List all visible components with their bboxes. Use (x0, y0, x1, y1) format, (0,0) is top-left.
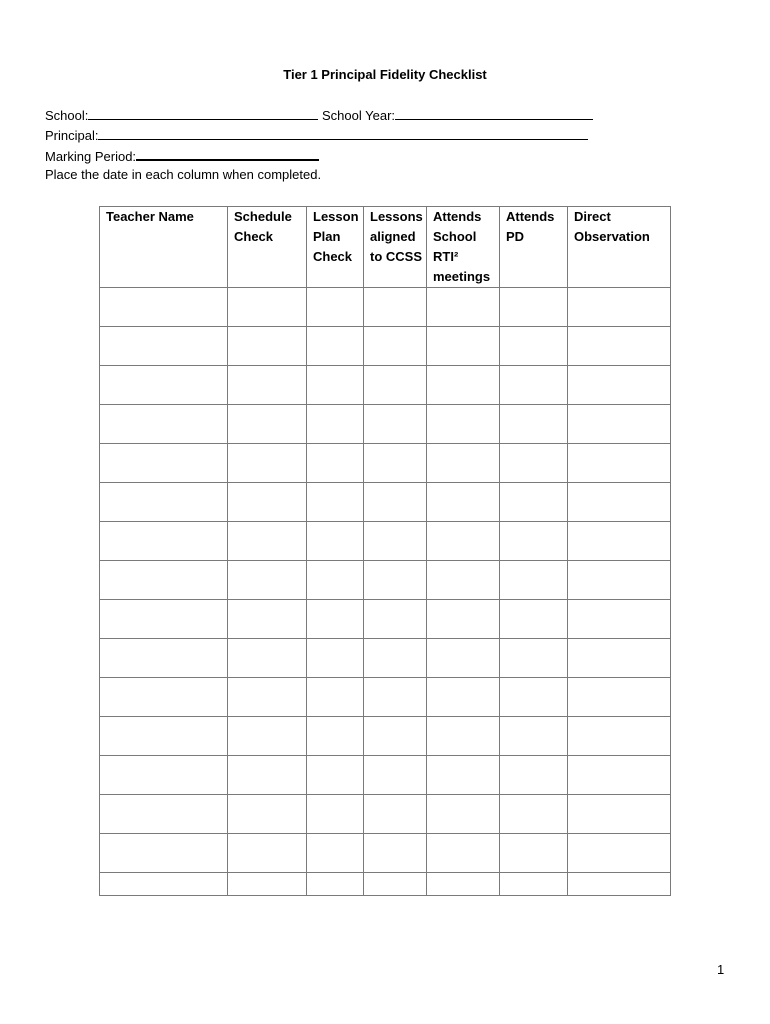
table-cell[interactable] (500, 405, 568, 444)
marking-period-field[interactable] (136, 147, 319, 161)
table-cell[interactable] (568, 873, 671, 896)
table-cell[interactable] (228, 678, 307, 717)
table-cell[interactable] (500, 873, 568, 896)
table-cell[interactable] (307, 600, 364, 639)
instruction-text: Place the date in each column when completed. (45, 167, 322, 182)
table-row (100, 366, 671, 405)
table-cell[interactable] (100, 795, 228, 834)
table-cell[interactable] (100, 366, 228, 405)
table-cell[interactable] (364, 834, 427, 873)
table-cell[interactable] (364, 522, 427, 561)
school-field[interactable] (88, 107, 318, 120)
table-cell[interactable] (307, 834, 364, 873)
table-cell[interactable] (568, 678, 671, 717)
table-cell[interactable] (568, 561, 671, 600)
table-cell[interactable] (568, 756, 671, 795)
school-year-label: School Year: (322, 108, 396, 123)
table-cell[interactable] (364, 561, 427, 600)
table-cell[interactable] (500, 288, 568, 327)
table-cell[interactable] (568, 444, 671, 483)
school-year-field[interactable] (395, 107, 593, 120)
table-cell[interactable] (307, 366, 364, 405)
table-cell[interactable] (568, 834, 671, 873)
principal-label: Principal: (45, 128, 99, 143)
table-cell[interactable] (228, 405, 307, 444)
table-cell[interactable] (307, 561, 364, 600)
table-row (100, 444, 671, 483)
table-cell[interactable] (568, 639, 671, 678)
table-cell[interactable] (100, 639, 228, 678)
principal-line (45, 127, 588, 144)
table-cell[interactable] (500, 756, 568, 795)
table-cell[interactable] (307, 795, 364, 834)
table-cell[interactable] (364, 756, 427, 795)
table-cell[interactable] (100, 834, 228, 873)
table-cell[interactable] (500, 444, 568, 483)
table-cell[interactable] (100, 522, 228, 561)
table-cell[interactable] (500, 678, 568, 717)
table-cell[interactable] (228, 522, 307, 561)
school-label: School: (45, 108, 89, 123)
table-cell[interactable] (500, 717, 568, 756)
table-cell[interactable] (307, 639, 364, 678)
table-cell[interactable] (568, 522, 671, 561)
table-cell[interactable] (427, 483, 500, 522)
table-cell[interactable] (364, 678, 427, 717)
header-attends-rti-meetings: Attends School RTI² meetings (427, 207, 500, 288)
table-cell[interactable] (500, 600, 568, 639)
table-cell[interactable] (228, 795, 307, 834)
table-cell[interactable] (500, 483, 568, 522)
table-cell[interactable] (307, 717, 364, 756)
table-cell[interactable] (568, 405, 671, 444)
table-cell[interactable] (100, 405, 228, 444)
table-row (100, 405, 671, 444)
table-row (100, 834, 671, 873)
table-cell[interactable] (100, 327, 228, 366)
table-cell[interactable] (427, 366, 500, 405)
table-cell[interactable] (500, 795, 568, 834)
table-cell[interactable] (568, 795, 671, 834)
table-cell[interactable] (307, 288, 364, 327)
table-row (100, 873, 671, 896)
table-cell[interactable] (307, 522, 364, 561)
table-cell[interactable] (364, 483, 427, 522)
table-cell[interactable] (427, 405, 500, 444)
table-cell[interactable] (307, 327, 364, 366)
table-cell[interactable] (228, 483, 307, 522)
table-cell[interactable] (427, 795, 500, 834)
header-lesson-plan-check: Lesson Plan Check (307, 207, 364, 288)
school-line (45, 107, 593, 124)
marking-period-line (45, 147, 319, 165)
principal-field[interactable] (98, 127, 588, 140)
header-row (100, 207, 671, 288)
table-cell[interactable] (100, 288, 228, 327)
table-cell[interactable] (500, 834, 568, 873)
table-cell[interactable] (364, 795, 427, 834)
table-cell[interactable] (307, 873, 364, 896)
table-cell[interactable] (427, 639, 500, 678)
table-cell[interactable] (500, 561, 568, 600)
table-row (100, 561, 671, 600)
table-cell[interactable] (307, 756, 364, 795)
table-cell[interactable] (500, 639, 568, 678)
table-cell[interactable] (427, 522, 500, 561)
table-cell[interactable] (427, 678, 500, 717)
table-cell[interactable] (427, 327, 500, 366)
table-cell[interactable] (307, 405, 364, 444)
table-cell[interactable] (307, 678, 364, 717)
table-cell[interactable] (364, 600, 427, 639)
table-cell[interactable] (427, 288, 500, 327)
table-cell[interactable] (364, 717, 427, 756)
table-cell[interactable] (568, 288, 671, 327)
table-row (100, 795, 671, 834)
table-row (100, 717, 671, 756)
table-row (100, 600, 671, 639)
table-cell[interactable] (364, 405, 427, 444)
table-cell[interactable] (568, 327, 671, 366)
table-cell[interactable] (364, 639, 427, 678)
table-cell[interactable] (228, 366, 307, 405)
table-cell[interactable] (100, 444, 228, 483)
header-teacher-name: Teacher Name (100, 207, 228, 288)
table-cell[interactable] (427, 600, 500, 639)
table-cell[interactable] (228, 444, 307, 483)
table-row (100, 288, 671, 327)
table-cell[interactable] (100, 873, 228, 896)
table-cell[interactable] (100, 756, 228, 795)
table-row (100, 483, 671, 522)
marking-period-label: Marking Period: (45, 149, 137, 164)
table-cell[interactable] (307, 483, 364, 522)
table-cell[interactable] (427, 873, 500, 896)
table-cell[interactable] (100, 561, 228, 600)
table-cell[interactable] (500, 366, 568, 405)
table-cell[interactable] (228, 873, 307, 896)
header-direct-observation: Direct Observation (568, 207, 671, 288)
table-cell[interactable] (100, 600, 228, 639)
table-row (100, 327, 671, 366)
table-cell[interactable] (228, 639, 307, 678)
table-cell[interactable] (427, 561, 500, 600)
table-row (100, 522, 671, 561)
table-cell[interactable] (568, 717, 671, 756)
page-number: 1 (717, 962, 725, 977)
header-attends-pd: Attends PD (500, 207, 568, 288)
table-cell[interactable] (100, 717, 228, 756)
table-cell[interactable] (228, 288, 307, 327)
table-cell[interactable] (100, 678, 228, 717)
table-cell[interactable] (100, 483, 228, 522)
table-cell[interactable] (427, 834, 500, 873)
table-row (100, 756, 671, 795)
table-cell[interactable] (364, 288, 427, 327)
table-cell[interactable] (228, 327, 307, 366)
table-cell[interactable] (364, 873, 427, 896)
table-cell[interactable] (228, 834, 307, 873)
table-cell[interactable] (500, 522, 568, 561)
table-cell[interactable] (228, 561, 307, 600)
table-cell[interactable] (427, 444, 500, 483)
table-cell[interactable] (228, 600, 307, 639)
table-cell[interactable] (228, 756, 307, 795)
table-cell[interactable] (228, 717, 307, 756)
table-cell[interactable] (364, 327, 427, 366)
table-row (100, 639, 671, 678)
table-cell[interactable] (568, 366, 671, 405)
table-cell[interactable] (307, 444, 364, 483)
table-cell[interactable] (568, 600, 671, 639)
table-cell[interactable] (500, 327, 568, 366)
table-cell[interactable] (364, 444, 427, 483)
checklist-table (99, 206, 671, 896)
table-cell[interactable] (427, 756, 500, 795)
header-lessons-aligned-ccss: Lessons aligned to CCSS (364, 207, 427, 288)
table-cell[interactable] (427, 717, 500, 756)
table-cell[interactable] (364, 366, 427, 405)
table-row (100, 678, 671, 717)
page-title: Tier 1 Principal Fidelity Checklist (283, 67, 487, 82)
table-cell[interactable] (568, 483, 671, 522)
header-schedule-check: Schedule Check (228, 207, 307, 288)
table-body (100, 288, 671, 896)
